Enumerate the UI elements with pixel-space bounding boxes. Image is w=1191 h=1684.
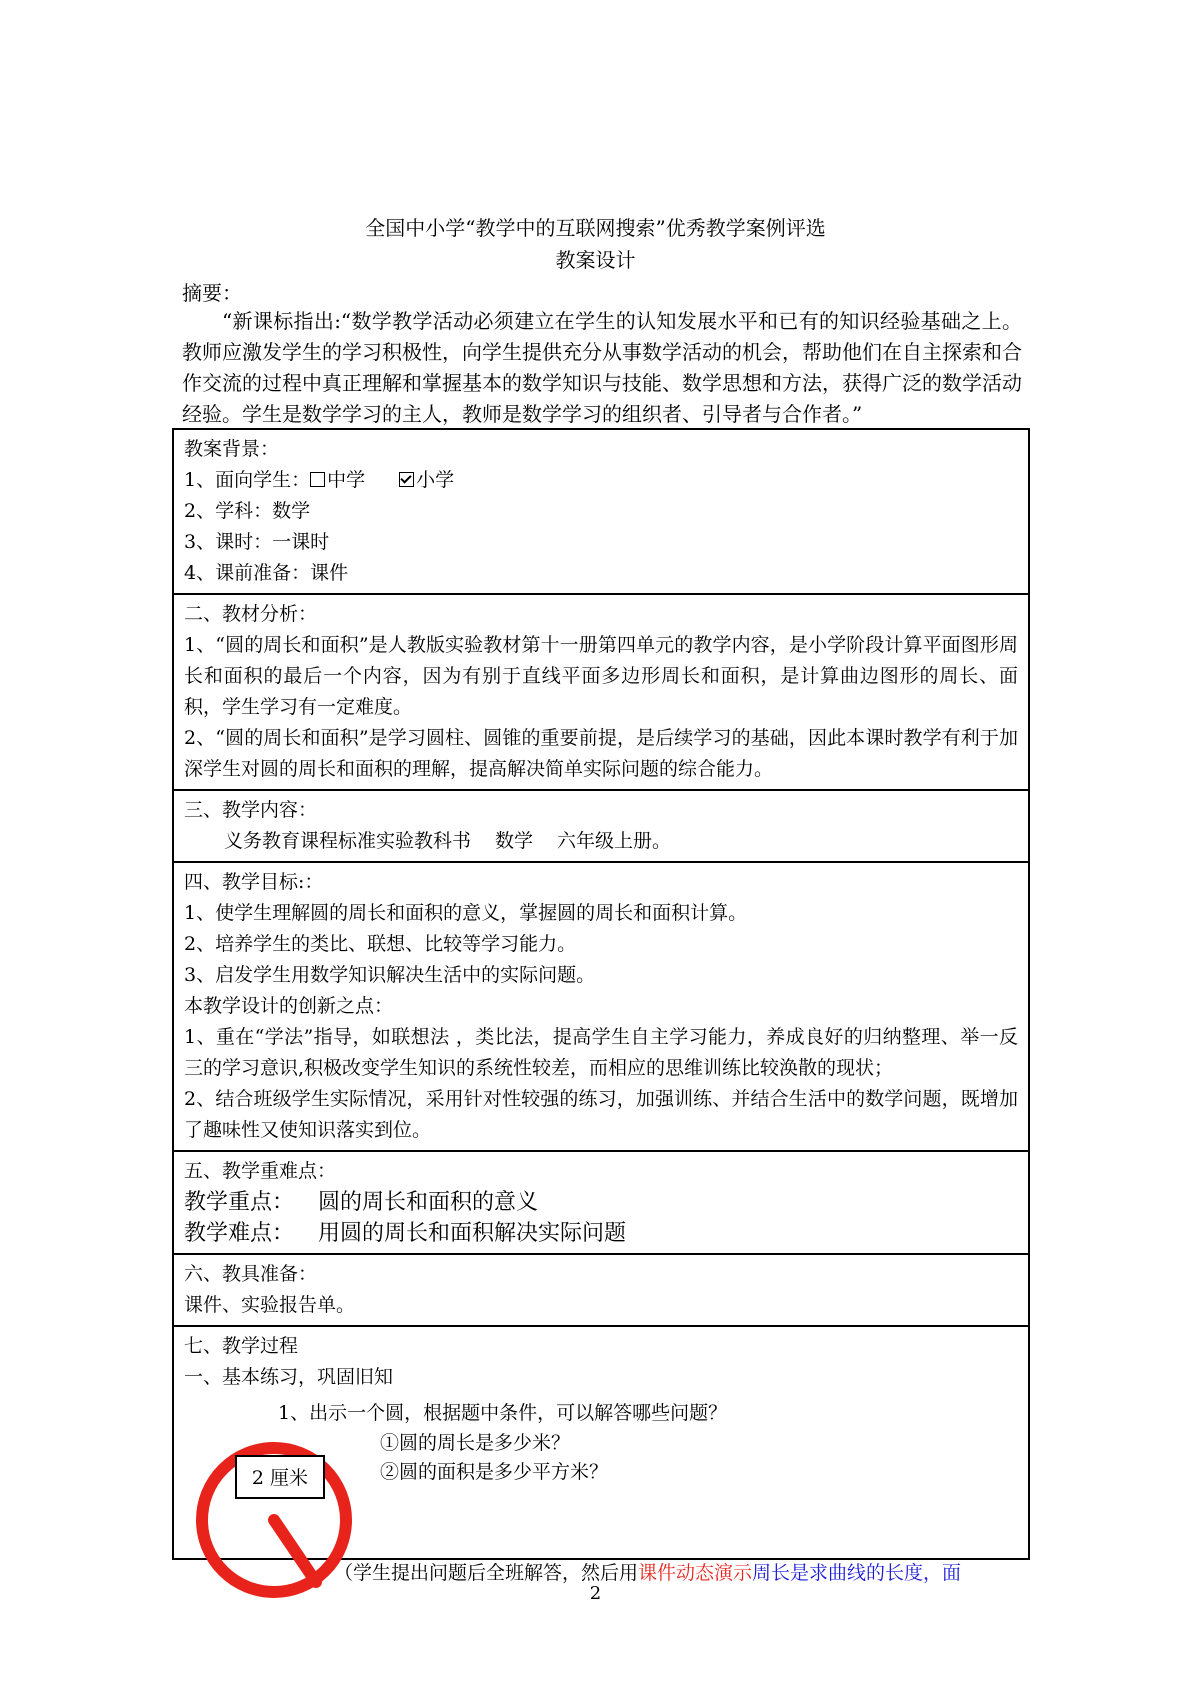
difficult-point-row	[184, 1218, 1018, 1249]
difficult-point-label: 教学难点：	[184, 1221, 295, 1246]
target-students-label: 1、面向学生：	[184, 469, 311, 491]
goal-item: 3、启发学生用数学知识解决生活中的实际问题。	[184, 964, 596, 986]
textbook-grade: 六年级上册。	[557, 830, 672, 852]
difficult-point-text: 用圆的周长和面积解决实际问题	[318, 1221, 627, 1246]
tools-heading: 六、教具准备：	[184, 1263, 318, 1285]
document-subtitle: 教案设计	[555, 248, 636, 272]
circle-question-prompt: 1、出示一个圆，根据题中条件，可以解答哪些问题？	[278, 1402, 728, 1424]
checkbox-middle-school[interactable]	[310, 472, 325, 487]
innovation-heading: 本教学设计的创新之点：	[184, 995, 394, 1017]
background-heading: 教案背景：	[184, 438, 280, 460]
content-heading: 三、教学内容：	[184, 799, 318, 821]
document-title: 全国中小学“教学中的互联网搜索”优秀教学案例评选	[365, 216, 826, 240]
primary-school-label: 小学	[416, 469, 455, 491]
process-note	[334, 1558, 961, 1585]
process-heading: 七、教学过程	[184, 1335, 299, 1357]
question-circumference: ①圆的周长是多少米？	[380, 1432, 571, 1454]
analysis-section	[173, 594, 1029, 790]
note-blue-text: 周长是求曲线的长度	[752, 1562, 924, 1584]
radius-line	[274, 1520, 316, 1582]
question-area: ②圆的面积是多少平方米？	[380, 1461, 609, 1483]
background-section	[173, 429, 1029, 594]
abstract-label: 摘要：	[182, 281, 242, 305]
key-point-label: 教学重点：	[184, 1190, 295, 1215]
key-point-text: 圆的周长和面积的意义	[318, 1190, 539, 1215]
textbook-subject: 数学	[495, 830, 534, 852]
goals-heading: 四、教学目标:：	[184, 871, 324, 893]
abstract-text: “新课标指出:“数学教学活动必须建立在学生的认知发展水平和已有的知识经验基础之上。教师应激发学生的学习积极性，向学生提供充分从事数学活动的机会，帮助他们在自主探索和合作交流的过程中真正理解和掌握基本的数学知识与技能、数学思想和方法，获得广泛的数学活动经验。学生是数学学习的主人，教师是数学学习的组织者、引导者与合作者。”	[182, 309, 1022, 426]
prep-line: 4、课前准备：课件	[184, 562, 349, 584]
content-section	[173, 790, 1029, 862]
note-red-text: 课件动态演示	[638, 1562, 753, 1584]
goal-item: 2、培养学生的类比、联想、比较等学习能力。	[184, 933, 577, 955]
note-prefix: （学生提出问题后全班解答，然后用	[334, 1562, 639, 1584]
analysis-paragraph-2: 2、“圆的周长和面积”是学习圆柱、圆锥的重要前提，是后续学习的基础，因此本课时教学有利于加深学生对圆的周长和面积的理解，提高解决简单实际问题的综合能力。	[184, 727, 1018, 780]
hours-line: 3、课时：一课时	[184, 531, 330, 553]
subject-line: 2、学科：数学	[184, 500, 311, 522]
innovation-item: 2、结合班级学生实际情况，采用针对性较强的练习，加强训练、并结合生活中的数学问题，既增加了趣味性又使知识落实到位。	[184, 1088, 1018, 1141]
goals-section	[173, 862, 1029, 1151]
process-step-1: 一、基本练习，巩固旧知	[184, 1366, 394, 1388]
textbook-name: 义务教育课程标准实验教科书	[224, 830, 472, 852]
key-point-row	[184, 1187, 1018, 1218]
tools-text: 课件、实验报告单。	[184, 1294, 356, 1316]
middle-school-label: 中学	[327, 469, 366, 491]
checkbox-primary-school[interactable]	[399, 472, 414, 487]
tools-section	[173, 1254, 1029, 1326]
note-blue-suffix: ，面	[923, 1562, 962, 1584]
innovation-item: 1、重在“学法”指导，如联想法 ，类比法，提高学生自主学习能力，养成良好的归纳整理、举一反三的学习意识,积极改变学生知识的系统性较差，而相应的思维训练比较涣散的现状；	[184, 1026, 1018, 1079]
lesson-plan-table	[172, 428, 1030, 1560]
goal-item: 1、使学生理解圆的周长和面积的意义，掌握圆的周长和面积计算。	[184, 902, 748, 924]
radius-label: 2 厘米	[251, 1467, 309, 1489]
analysis-heading: 二、教材分析：	[184, 603, 318, 625]
target-students-row	[184, 465, 1018, 496]
keypoints-section	[173, 1151, 1029, 1254]
page-number: 2	[589, 1583, 602, 1604]
content-line	[184, 826, 1018, 857]
keypoints-heading: 五、教学重难点：	[184, 1160, 337, 1182]
analysis-paragraph-1: 1、“圆的周长和面积”是人教版实验教材第十一册第四单元的教学内容，是小学阶段计算平面图形周长和面积的最后一个内容，因为有别于直线平面多边形周长和面积，是计算曲边图形的周长、面积，学生学习有一定难度。	[184, 634, 1018, 718]
